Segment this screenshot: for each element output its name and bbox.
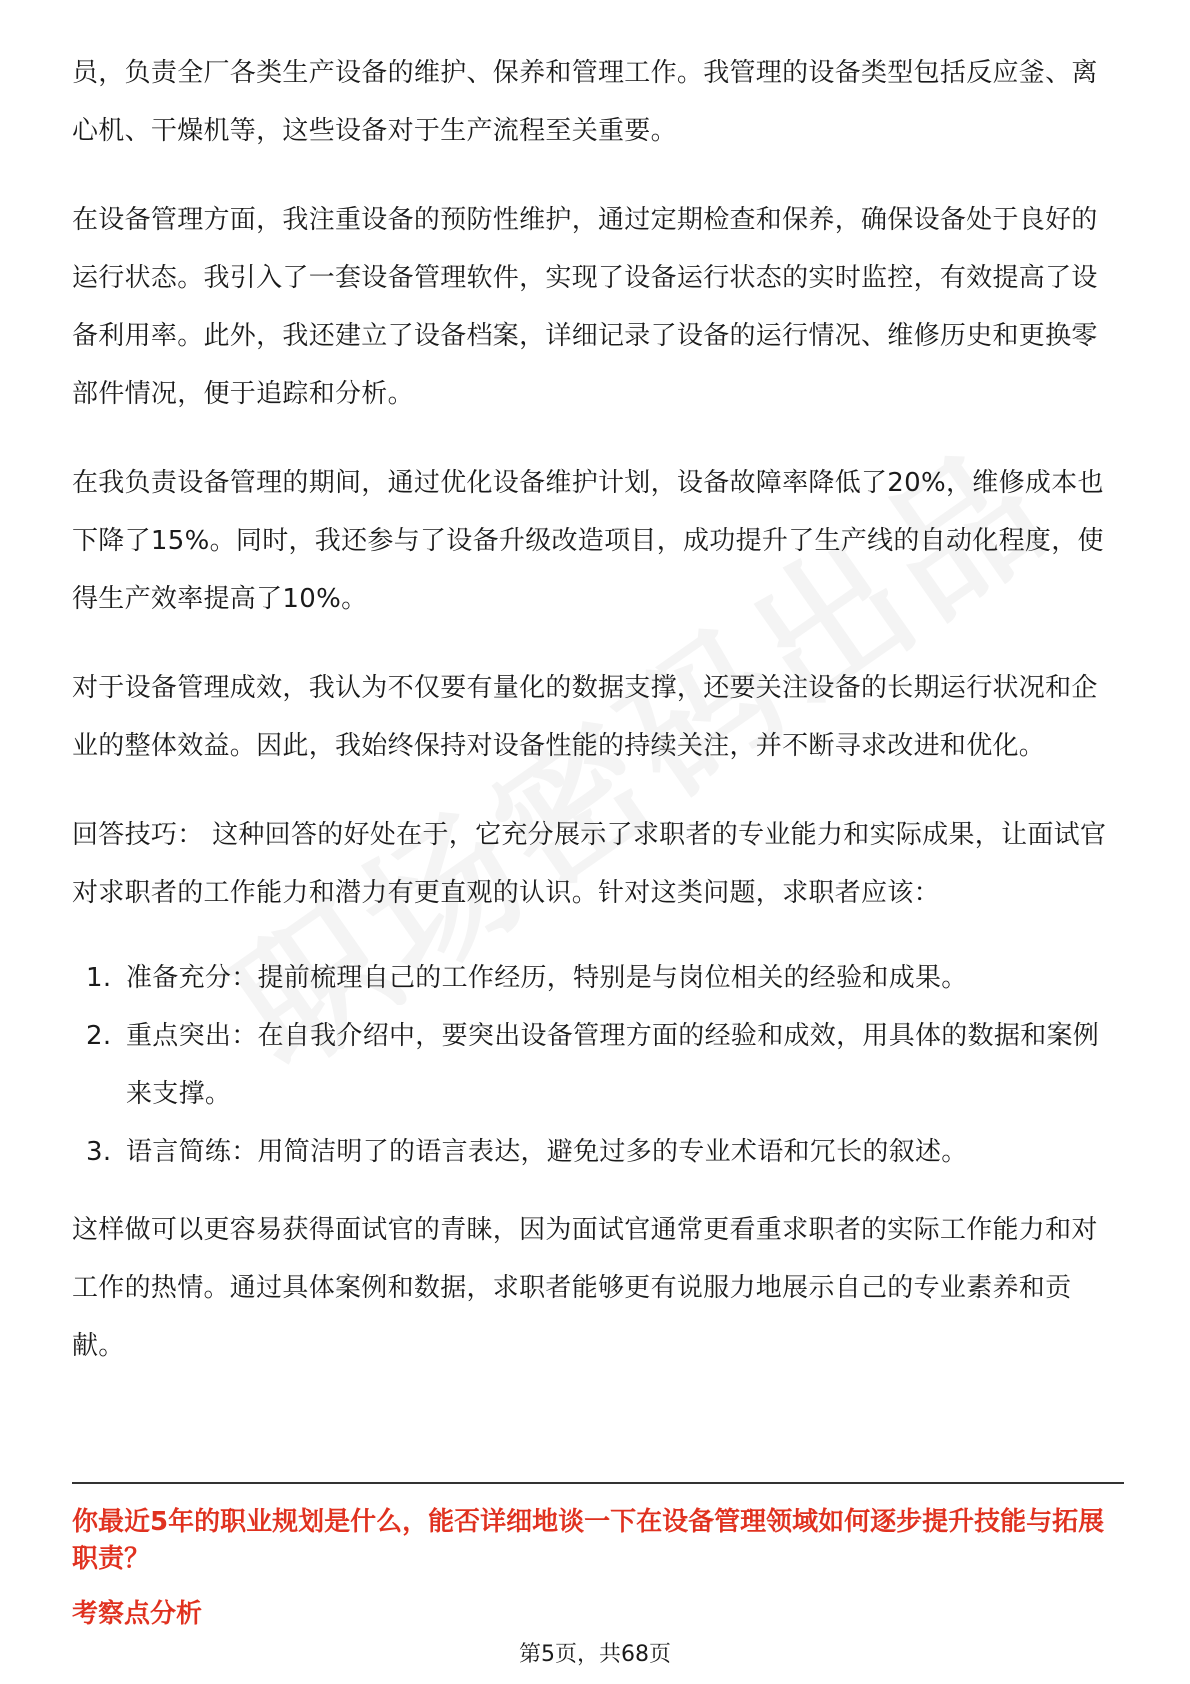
next-question-heading: 你最近5年的职业规划是什么，能否详细地谈一下在设备管理领域如何逐步提升技能与拓展职责？ xyxy=(72,1507,1105,1574)
list-number: 3. xyxy=(86,1137,112,1167)
answer-body xyxy=(72,44,1122,1406)
paragraph-management-approach: 在设备管理方面，我注重设备的预防性维护，通过定期检查和保养，确保设备处于良好的运行状态。我引入了一套设备管理软件，实现了设备运行状态的实时监控，有效提高了设备利用率。此外，我还建立了设备档案，详细记录了设备的运行情况、维修历史和更换零部件情况，便于追踪和分析。 xyxy=(72,205,1098,409)
page-number-footer: 第5页，共68页 xyxy=(519,1642,671,1667)
section-title: 考察点分析 xyxy=(72,1599,203,1629)
list-item xyxy=(72,949,1122,1007)
paragraph-results: 在我负责设备管理的期间，通过优化设备维护计划，设备故障率降低了20%，维修成本也下降了15%。同时，我还参与了设备升级改造项目，成功提升了生产线的自动化程度，使得生产效率提高了10%。 xyxy=(72,468,1104,614)
paragraph-effectiveness: 对于设备管理成效，我认为不仅要有量化的数据支撑，还要关注设备的长期运行状况和企业的整体效益。因此，我始终保持对设备性能的持续关注，并不断寻求改进和优化。 xyxy=(72,673,1098,761)
list-item xyxy=(72,1007,1122,1123)
list-number: 2. xyxy=(86,1021,112,1051)
section-divider xyxy=(72,1482,1124,1484)
paragraph-closing: 这样做可以更容易获得面试官的青睐，因为面试官通常更看重求职者的实际工作能力和对工作的热情。通过具体案例和数据，求职者能够更有说服力地展示自己的专业素养和贡献。 xyxy=(72,1215,1098,1361)
paragraph-answer-tips: 回答技巧： 这种回答的好处在于，它充分展示了求职者的专业能力和实际成果，让面试官对求职者的工作能力和潜力有更直观的认识。针对这类问题，求职者应该： xyxy=(72,820,1107,908)
list-number: 1. xyxy=(86,963,112,993)
list-item-text: 准备充分：提前梳理自己的工作经历，特别是与岗位相关的经验和成果。 xyxy=(126,963,968,993)
paragraph-role-intro: 员，负责全厂各类生产设备的维护、保养和管理工作。我管理的设备类型包括反应釜、离心机、干燥机等，这些设备对于生产流程至关重要。 xyxy=(72,58,1098,146)
list-item xyxy=(72,1123,1122,1181)
tips-list xyxy=(72,949,1122,1181)
list-item-text: 重点突出：在自我介绍中，要突出设备管理方面的经验和成效，用具体的数据和案例来支撑。 xyxy=(126,1021,1100,1109)
list-item-text: 语言简练：用简洁明了的语言表达，避免过多的专业术语和冗长的叙述。 xyxy=(126,1137,968,1167)
